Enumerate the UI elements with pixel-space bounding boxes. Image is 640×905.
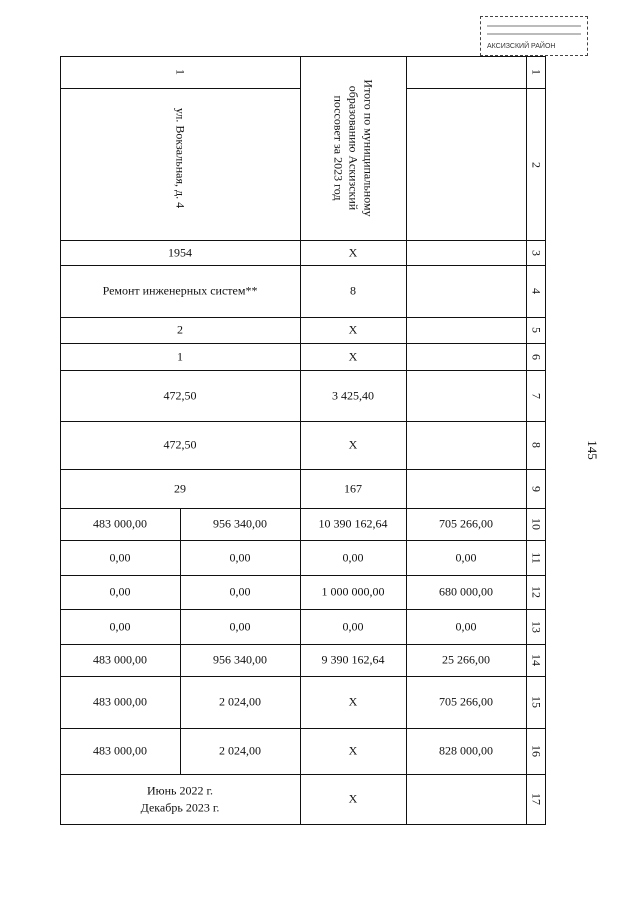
- row-number: 14: [529, 654, 544, 666]
- column-divider: [406, 56, 407, 825]
- cell-total: X: [348, 791, 358, 806]
- table-border-top: [60, 56, 546, 57]
- row-number: 13: [529, 621, 544, 633]
- row-divider: [60, 88, 300, 89]
- cell-total: 10 390 162,64: [318, 516, 388, 531]
- cell-value-a: 0,00: [109, 550, 131, 565]
- cell-value-d: 705 266,00: [439, 694, 493, 709]
- row-divider: [60, 469, 546, 470]
- cell-total: 3 425,40: [332, 388, 374, 403]
- page-number: 145: [585, 440, 600, 460]
- document-stamp: [480, 16, 588, 56]
- row-number: 15: [529, 696, 544, 708]
- cell-value-d: 705 266,00: [439, 516, 493, 531]
- cell-value-a: 483 000,00: [93, 652, 147, 667]
- row-number: 6: [529, 354, 544, 360]
- row-number: 11: [529, 552, 544, 564]
- cell-object: 2: [177, 322, 183, 337]
- cell-total: X: [348, 743, 358, 758]
- cell-value-b: 956 340,00: [213, 516, 267, 531]
- column-divider: [300, 56, 301, 825]
- cell-value-a: 483 000,00: [93, 743, 147, 758]
- row-number: 4: [529, 288, 544, 294]
- cell-value-b: 0,00: [229, 584, 251, 599]
- row-divider: [60, 609, 546, 610]
- row-divider: [60, 575, 546, 576]
- column-divider: [526, 56, 527, 825]
- row-number: 5: [529, 327, 544, 333]
- cell-value-b: 2 024,00: [219, 694, 261, 709]
- cell-value-b: 0,00: [229, 550, 251, 565]
- cell-value-d: 0,00: [455, 619, 477, 634]
- cell-total: 0,00: [342, 550, 364, 565]
- cell-value-a: 483 000,00: [93, 694, 147, 709]
- cell-value-b: 0,00: [229, 619, 251, 634]
- row-divider: [60, 644, 546, 645]
- row-divider: [60, 343, 546, 344]
- row-divider: [406, 88, 546, 89]
- cell-total: X: [348, 349, 358, 364]
- cell-total: 167: [344, 481, 362, 496]
- row-number: 9: [529, 486, 544, 492]
- row-divider: [60, 540, 546, 541]
- cell-object: 472,50: [163, 388, 197, 403]
- stamp-text: АКСИЗСКИЙ РАЙОН: [487, 43, 556, 50]
- cell-value-d: 680 000,00: [439, 584, 493, 599]
- row-number: 3: [529, 250, 544, 256]
- cell-total: 8: [350, 283, 356, 298]
- cell-object: 472,50: [163, 437, 197, 452]
- cell-total: 1 000 000,00: [321, 584, 385, 599]
- cell-object: 29: [174, 481, 186, 496]
- row-divider: [60, 240, 546, 241]
- cell-total: 0,00: [342, 619, 364, 634]
- row-number: 12: [529, 586, 544, 598]
- row-number: 10: [529, 518, 544, 530]
- cell-object: 1954: [168, 245, 192, 260]
- column-divider: [180, 508, 181, 774]
- cell-value-a: 483 000,00: [93, 516, 147, 531]
- row-divider: [60, 676, 546, 677]
- row-number: 1: [529, 69, 544, 75]
- row-divider: [60, 317, 546, 318]
- period-end: Декабрь 2023 г.: [140, 800, 220, 815]
- cell-value-a: 0,00: [109, 584, 131, 599]
- table-border-left: [60, 56, 61, 825]
- header-total: Итого по муниципальному образованию Аскизский поссовет за 2023 год: [331, 79, 376, 217]
- table-border-right: [545, 56, 546, 825]
- period-start: Июнь 2022 г.: [146, 783, 214, 798]
- cell-value-b: 2 024,00: [219, 743, 261, 758]
- cell-value-d: 25 266,00: [442, 652, 490, 667]
- cell-value-b: 956 340,00: [213, 652, 267, 667]
- row-divider: [60, 728, 546, 729]
- table-border-bottom: [60, 824, 546, 825]
- row-number: 16: [529, 745, 544, 757]
- row-number: 7: [529, 393, 544, 399]
- row-number: 8: [529, 442, 544, 448]
- row-divider: [60, 508, 546, 509]
- header-column-number: 1: [173, 69, 188, 75]
- row-number: 2: [529, 162, 544, 168]
- row-number: 17: [529, 793, 544, 805]
- row-divider: [60, 370, 546, 371]
- cell-object: Ремонт инженерных систем**: [102, 283, 258, 298]
- cell-value-d: 0,00: [455, 550, 477, 565]
- cell-total: X: [348, 437, 358, 452]
- cell-total: X: [348, 694, 358, 709]
- row-divider: [60, 421, 546, 422]
- row-divider: [60, 774, 546, 775]
- cell-total: X: [348, 245, 358, 260]
- cell-total: X: [348, 322, 358, 337]
- cell-value-a: 0,00: [109, 619, 131, 634]
- header-address: ул. Вокзальная, д. 4: [173, 107, 188, 209]
- cell-total: 9 390 162,64: [321, 652, 385, 667]
- cell-object: 1: [177, 349, 183, 364]
- cell-value-d: 828 000,00: [439, 743, 493, 758]
- row-divider: [60, 265, 546, 266]
